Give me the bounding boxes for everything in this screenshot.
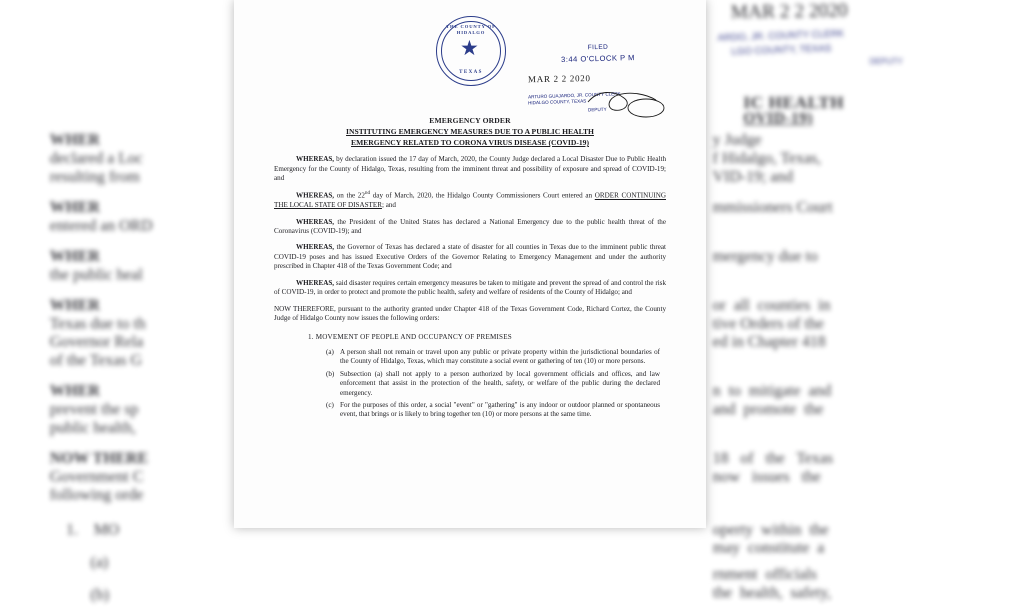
page-subtitle-line-1: INSTITUTING EMERGENCY MEASURES DUE TO A PUBLIC HEALTH: [346, 127, 594, 137]
background-left-fragment: declared a Loc: [49, 149, 143, 168]
paragraph-whereas-3: [274, 218, 666, 237]
background-left-fragment: Texas due to th: [49, 315, 146, 333]
background-left-fragment: following orde: [49, 486, 144, 504]
stamp-clerk-line1: ARTURO GUAJARDO, JR. COUNTY CLERK: [527, 90, 621, 100]
background-left-fragment: of the Texas G: [49, 351, 142, 370]
background-left-fragment: WHER: [49, 247, 100, 266]
stamp-oclock: O'CLOCK P M: [580, 52, 636, 64]
background-left-fragment: WHER: [49, 198, 100, 217]
paragraph-lead: WHEREAS,: [296, 191, 335, 200]
background-right-fragment: and promote the: [712, 400, 824, 419]
paragraph-text: pursuant to the authority granted under Chapter 418 of the Texas Government Code, Richard Cortez, the County Judge of Hidalgo County now issues the following orders:: [274, 304, 666, 322]
background-right-fragment: operty within the: [712, 521, 829, 539]
ordinal-suffix: nd: [364, 190, 371, 197]
paragraph-whereas-1: [274, 155, 666, 183]
section-title: MOVEMENT OF PEOPLE AND OCCUPANCY OF PREMISES: [315, 333, 512, 342]
section-1-heading: [308, 333, 666, 342]
background-left-fragment: Governor Rela: [49, 333, 144, 351]
background-right-fragment: 18 of the Texas: [712, 449, 833, 467]
seal-arc-bottom-text: TEXAS: [459, 70, 483, 76]
stamp-time: 3:44: [560, 54, 578, 64]
document-page: [234, 0, 706, 528]
background-right-fragment: mmissioners Court: [712, 198, 833, 217]
background-title-right: IC HEALTH: [743, 92, 845, 113]
paragraph-whereas-5: [274, 279, 666, 298]
section-1-items: [326, 348, 660, 420]
background-right-fragment: VID-19; and: [712, 168, 794, 186]
background-left-fragment: the public heal: [49, 266, 143, 284]
background-left-fragment: prevent the sp: [49, 400, 139, 419]
stamp-filed-label: FILED: [587, 43, 609, 52]
background-left-fragment: WHER: [49, 382, 100, 400]
background-stamp-clerk: ARDO, JR. COUNTY CLERK LGO COUNTY, TEXAS: [717, 28, 845, 58]
background-title-right-2: OVID-19): [743, 111, 813, 128]
list-item: [326, 370, 660, 398]
paragraph-lead: WHEREAS,: [296, 217, 335, 226]
background-left-fragment: NOW THERE: [49, 449, 149, 467]
background-left-fragment: (b): [90, 586, 109, 604]
page-subtitle-line-2: EMERGENCY RELATED TO CORONA VIRUS DISEASE (COVID-19): [351, 138, 589, 148]
seal-arc-top-text: THE COUNTY OF HIDALGO: [446, 24, 496, 36]
paragraph-whereas-4: [274, 243, 666, 271]
page-title: EMERGENCY ORDER: [429, 116, 511, 125]
list-item-text: A person shall not remain or travel upon any public or private property within the jurisdictional boundaries of the County of Hidalgo, Texas, which may constitute a social event or gathering of ten (10) or more persons.: [340, 347, 660, 366]
background-right-fragment: ed in Chapter 418: [712, 333, 826, 351]
stamp-deputy: DEPUTY: [587, 106, 607, 113]
background-right-fragment: or all counties in: [712, 296, 831, 314]
underlined-order-title: ORDER CONTINUING THE LOCAL STATE OF DISASTER: [274, 191, 666, 210]
background-stamp-date: MAR 2 2 2020: [730, 0, 848, 24]
background-right-fragment: rnment officials: [712, 565, 817, 584]
background-left-fragment: Government C: [49, 468, 144, 486]
background-right-fragment: the health, safety,: [712, 584, 832, 602]
paragraph-now-therefore: [274, 305, 666, 324]
paragraph-text: by declaration issued the 17 day of March, 2020, the County Judge declared a Local Disaster Due to Public Health Emergency for the County of Hidalgo, Texas, resulting from the imminent threat and possibility of exposure and spread of COVID-19; and: [274, 155, 666, 182]
stamp-clerk-line2: HIDALGO COUNTY, TEXAS: [527, 98, 587, 106]
background-stamp-deputy: DEPUTY: [869, 56, 903, 67]
paragraph-text: the President of the United States has declared a National Emergency due to the public health threat of the Coronavirus (COVID-19); and: [274, 217, 666, 236]
stamp-date: MAR 2 2 2020: [527, 72, 591, 84]
list-item-text: For the purposes of this order, a social "event" or "gathering" is any indoor or outdoor planned or spontaneous event, that brings or is likely to bring together ten (10) or more persons at the same time.: [340, 400, 660, 419]
background-right-fragment: mergency due to: [712, 247, 818, 266]
background-left-fragment: 1. MO: [66, 521, 120, 539]
background-left-fragment: (a): [90, 553, 109, 572]
star-icon: ★: [460, 36, 479, 60]
background-left-fragment: resulting from: [49, 168, 140, 186]
section-number: 1.: [308, 333, 314, 342]
background-left-fragment: entered an ORD: [49, 217, 153, 235]
list-item: [326, 401, 660, 420]
list-item: [326, 348, 660, 367]
paragraph-lead: WHEREAS,: [296, 278, 335, 287]
background-right-fragment: tive Orders of the: [712, 315, 824, 333]
paragraph-text: the Governor of Texas has declared a state of disaster for all counties in Texas due to the imminent public threat COVID-19 poses and has issued Executive Orders of the Governor Relating to Emergency Management and under the authority prescribed in Chapter 418 of the Texas Government Code; and: [274, 243, 666, 271]
paragraph-whereas-2: WHEREAS, on the 22nd day of March, 2020, the Hidalgo County Commissioners Court entered an ORDER CONTINUING THE LOCAL STATE OF DISASTER; and: [274, 190, 666, 210]
list-item-text: Subsection (a) shall not apply to a person authorized by local government officials and offices, and law enforcement that assist in the protection of the health, safety, or welfare of the public during the declared emergency.: [340, 369, 660, 397]
list-item-label: (c): [326, 400, 334, 409]
background-left-fragment: WHER: [49, 131, 100, 149]
paragraph-lead: WHEREAS,: [296, 243, 335, 252]
background-right-fragment: y Judge: [712, 131, 762, 149]
list-item-label: (b): [326, 369, 335, 378]
filed-stamp: [528, 44, 668, 113]
background-right-fragment: now issues the: [712, 468, 821, 486]
background-right-fragment: f Hidalgo, Texas,: [712, 149, 822, 168]
paragraph-lead: WHEREAS,: [296, 155, 335, 164]
background-left-fragment: WHER: [49, 296, 100, 314]
background-right-fragment: may constitute a: [712, 539, 825, 557]
background-right-fragment: n to mitigate and: [712, 382, 832, 400]
paragraph-lead: NOW THEREFORE,: [274, 304, 336, 313]
background-left-fragment: public health,: [49, 419, 136, 437]
list-item-label: (a): [326, 347, 334, 356]
paragraph-text: said disaster requires certain emergency measures be taken to mitigate and prevent the spread of and control the risk of COVID-19, in order to protect and promote the public health, safety and welfare of residents of the County of Hidalgo; and: [274, 278, 666, 297]
